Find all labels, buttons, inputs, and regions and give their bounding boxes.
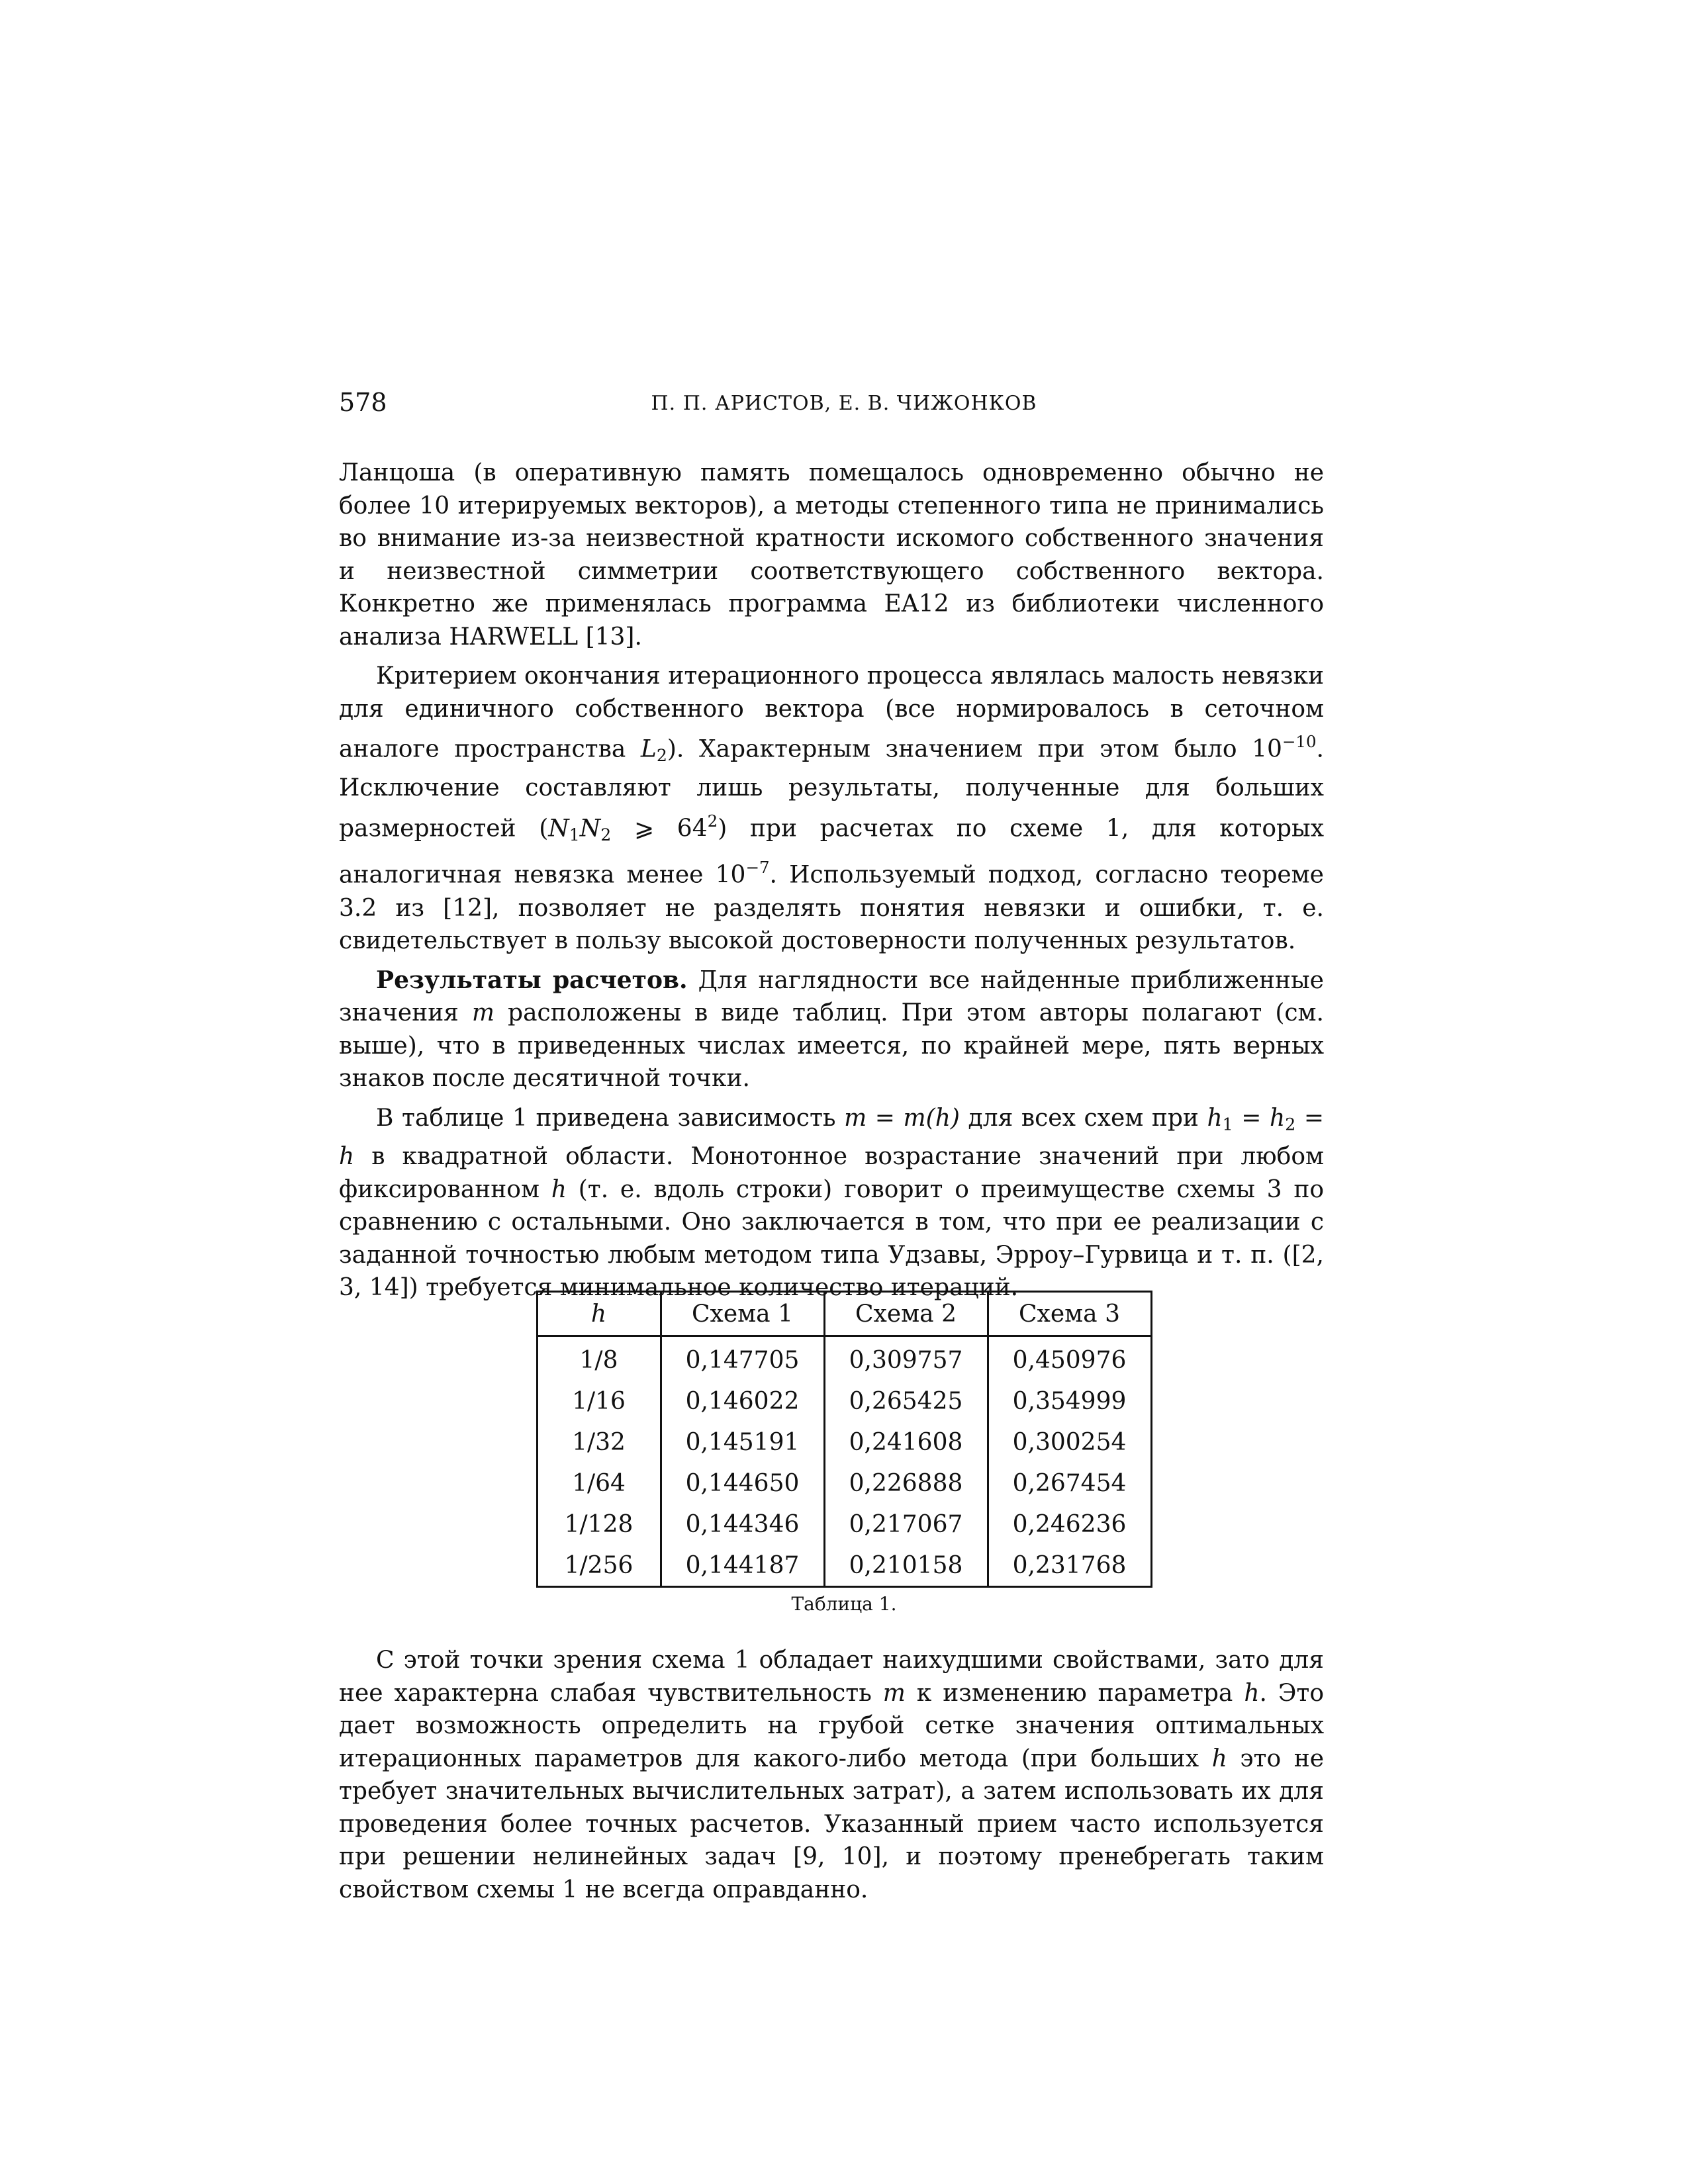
paragraph-4-text: (т. е. вдоль строки) говорит о преимуществе схемы 3 по сравнению с остальными. Оно заключается в том, что при ее реализации с заданной точностью любым методом типа Удзавы, Эрроу–Гурвица и т. п. ([2, 3, 14]) требуется минимальное количество итераций. <box>339 1175 1325 1302</box>
paragraph-2-text: Критерием окончания итерационного процесса являлась малость невязки для единичного собственного вектора (все нормировалось в сеточном аналоге пространства <box>339 662 1324 763</box>
paragraph-5 <box>339 1644 1324 1906</box>
body-text-top <box>339 457 1324 1311</box>
paragraph-5-text: С этой точки зрения схема 1 обладает наихудшими свойствами, зато для нее характерна слабая чувствительность <box>339 1647 1324 1707</box>
table-cell: 0,300254 <box>988 1422 1151 1463</box>
math-m: m <box>471 999 495 1027</box>
section-run-in-heading: Результаты расчетов. <box>376 966 688 994</box>
math-L: L <box>640 735 657 763</box>
table-cell: 1/16 <box>537 1381 661 1422</box>
table-row <box>537 1463 1151 1504</box>
table-container <box>0 1291 1688 1588</box>
table-row <box>537 1504 1151 1545</box>
math-h2: h <box>1270 1104 1286 1132</box>
paragraph-2 <box>339 660 1324 958</box>
paragraph-2-text: . Исключение составляют лишь результаты, полученные для больших размерностей ( <box>339 735 1324 842</box>
table-cell: 0,144650 <box>661 1463 824 1504</box>
paragraph-4-text: в квадратной области. Монотонное возрастание значений при любом фиксированном <box>339 1143 1324 1203</box>
table-row <box>537 1545 1151 1587</box>
table-cell: 0,147705 <box>661 1336 824 1381</box>
table-cell: 0,210158 <box>824 1545 988 1587</box>
math-h: h <box>1211 1745 1227 1772</box>
table-cell: 0,144346 <box>661 1504 824 1545</box>
exponent: −10 <box>1282 732 1317 751</box>
table-row <box>537 1336 1151 1381</box>
paragraph-2-text: ) при расчетах по схеме 1, для которых аналогичная невязка менее 10 <box>339 815 1324 889</box>
table-cell: 1/128 <box>537 1504 661 1545</box>
table-cell: 0,246236 <box>988 1504 1151 1545</box>
body-text-bottom <box>339 1644 1324 1913</box>
table-cell: 0,354999 <box>988 1381 1151 1422</box>
math-equals: = <box>1295 1104 1324 1132</box>
table-cell: 1/8 <box>537 1336 661 1381</box>
math-h: h <box>1244 1679 1260 1707</box>
math-formula: m = m(h) <box>844 1104 960 1132</box>
paragraph-4 <box>339 1102 1324 1304</box>
results-table <box>536 1291 1152 1588</box>
paragraph-2-text: ). Характерным значением при этом было 10 <box>667 735 1282 763</box>
paragraph-3-text: расположены в виде таблиц. При этом авторы полагают (см. выше), что в приведенных числах имеется, по крайней мере, пять верных знаков после десятичной точки. <box>339 999 1324 1093</box>
exponent: 2 <box>707 811 718 831</box>
math-h: h <box>339 1143 355 1171</box>
header-cell-h: h <box>537 1292 661 1336</box>
paragraph-3 <box>339 964 1324 1095</box>
table-cell: 0,241608 <box>824 1422 988 1463</box>
math-N2-subscript: 2 <box>600 825 612 844</box>
math-L-subscript: 2 <box>656 745 667 765</box>
math-h1: h <box>1207 1104 1223 1132</box>
table-cell: 0,450976 <box>988 1336 1151 1381</box>
table-header-row <box>537 1292 1151 1336</box>
table-cell: 0,267454 <box>988 1463 1151 1504</box>
table-cell: 1/64 <box>537 1463 661 1504</box>
paragraph-4-text: для всех схем при <box>959 1104 1207 1132</box>
table-cell: 0,146022 <box>661 1381 824 1422</box>
running-head: П. П. АРИСТОВ, Е. В. ЧИЖОНКОВ <box>651 392 1037 415</box>
math-h: h <box>551 1175 567 1203</box>
paragraph-1: Ланцоша (в оперативную память помещалось одновременно обычно не более 10 итерируемых векторов), а методы степенного типа не принимались во внимание из-за неизвестной кратности искомого собственного значения и неизвестной симметрии соответствующего собственного вектора. Конкретно же применялась программа EA12 из библиотеки численного анализа HARWELL [13]. <box>339 459 1324 651</box>
table-row <box>537 1422 1151 1463</box>
page-number: 578 <box>339 388 387 417</box>
table-cell: 0,309757 <box>824 1336 988 1381</box>
paragraph-5-text: . Это дает возможность определить на грубой сетке значения оптимальных итерационных параметров для какого-либо метода (при больших <box>339 1679 1324 1772</box>
table-cell: 0,226888 <box>824 1463 988 1504</box>
paragraph-5-text: к изменению параметра <box>905 1679 1244 1707</box>
header-cell-scheme-2: Схема 2 <box>824 1292 988 1336</box>
table-cell: 0,145191 <box>661 1422 824 1463</box>
math-h1-subscript: 1 <box>1222 1114 1233 1134</box>
math-h2-subscript: 2 <box>1285 1114 1296 1134</box>
paragraph-3-text: Для наглядности все найденные приближенные значения <box>339 966 1324 1027</box>
paragraph-5-text: это не требует значительных вычислительных затрат), а затем использовать их для проведения более точных расчетов. Указанный прием часто используется при решении нелинейных задач [9, 10], и поэтому пренебрегать таким свойством схемы 1 не всегда оправданно. <box>339 1745 1324 1903</box>
math-N1: N <box>548 815 569 842</box>
paragraph-2-text: . Используемый подход, согласно теореме 3.2 из [12], позволяет не разделять понятия невязки и ошибки, т. е. свидетельствует в пользу высокой достоверности полученных результатов. <box>339 862 1324 955</box>
math-N2: N <box>579 815 601 842</box>
exponent: −7 <box>745 858 770 878</box>
table-cell: 0,265425 <box>824 1381 988 1422</box>
table-cell: 1/32 <box>537 1422 661 1463</box>
header-cell-scheme-1: Схема 1 <box>661 1292 824 1336</box>
paragraph-2-text: ⩾ 64 <box>611 815 708 842</box>
table-cell: 1/256 <box>537 1545 661 1587</box>
math-m: m <box>882 1679 906 1707</box>
math-N1-subscript: 1 <box>569 825 580 844</box>
math-equals: = <box>1233 1104 1270 1132</box>
table-caption: Таблица 1. <box>791 1593 897 1615</box>
header-cell-scheme-3: Схема 3 <box>988 1292 1151 1336</box>
paragraph-4-text: В таблице 1 приведена зависимость <box>376 1104 845 1132</box>
table-cell: 0,144187 <box>661 1545 824 1587</box>
table-row <box>537 1381 1151 1422</box>
table-cell: 0,217067 <box>824 1504 988 1545</box>
table-cell: 0,231768 <box>988 1545 1151 1587</box>
